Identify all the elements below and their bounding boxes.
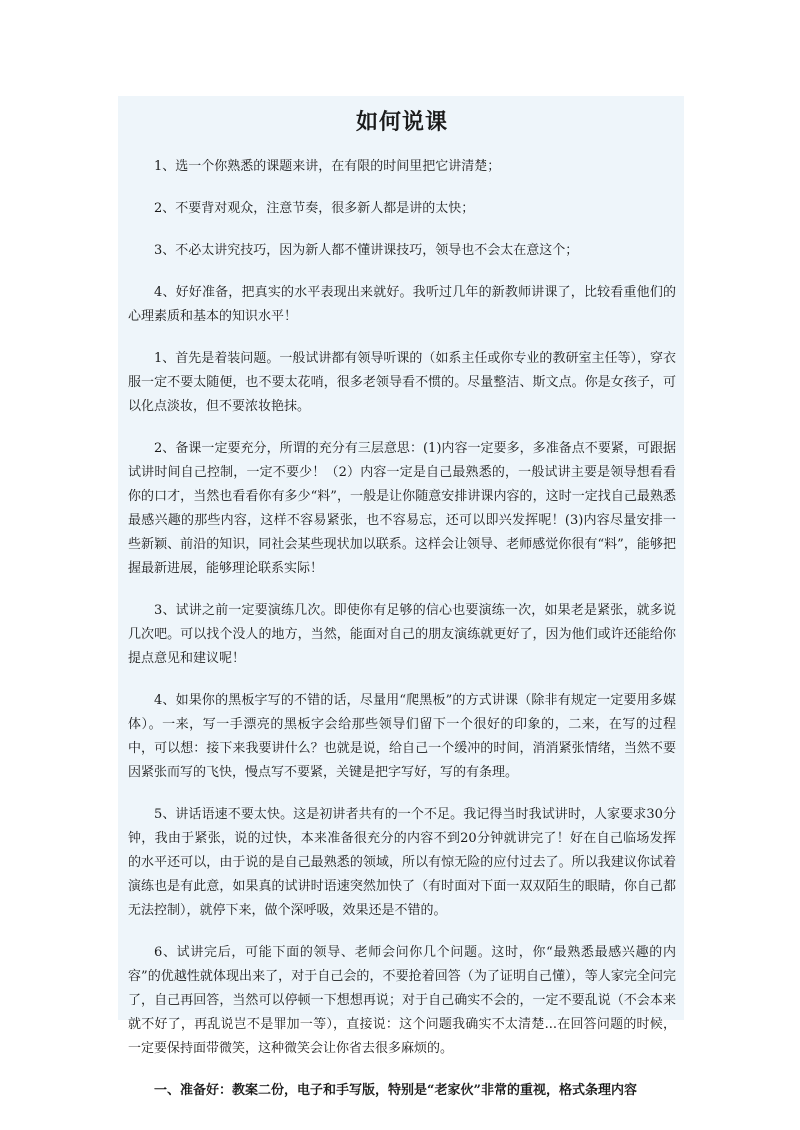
paragraph-section-heading: 一、准备好：教案二份，电子和手写版，特别是“老家伙”非常的重视，格式条理内容 — [154, 1083, 637, 1098]
paragraph-questions: 6、试讲完后，可能下面的领导、老师会问你几个问题。这时，你“最熟悉最感兴趣的内容”的优越性就体现出来了，对于自己会的，不要抢着回答（为了证明自己懂），等人家完全问完了，自己再回答，当然可以停顿一下想想再说；对于自己确实不会的，一定不要乱说（不会本来就不好了，再乱说岂不是罪加一等），直接说：这个问题我确实不太清楚...在回答问题的时候，一定要保持面带微笑，这种微笑会让你省去很多麻烦的。 — [128, 945, 676, 1056]
paragraph-preparation: 2、备课一定要充分，所谓的充分有三层意思：(1)内容一定要多，多准备点不要紧，可跟据试讲时间自己控制，一定不要少！（2）内容一定是自己最熟悉的，一般试讲主要是领导想看看你的口才，当然也看看你有多少“料”，一般是让你随意安排讲课内容的，这时一定找自己最熟悉最感兴趣的那些内容，这样不容易紧张，也不容易忘，还可以即兴发挥呢！(3)内容尽量安排一些新颖、前沿的知识，同社会某些现状加以联系。这样会让领导、老师感觉你很有“料”，能够把握最新进展，能够理论联系实际！ — [128, 441, 676, 576]
paragraph-blackboard: 4、如果你的黑板字写的不错的话，尽量用“爬黑板”的方式讲课（除非有规定一定要用多媒体）。一来，写一手漂亮的黑板字会给那些领导们留下一个很好的印象的，二来，在写的过程中，可以想：接下来我要讲什么？也就是说，给自己一个缓冲的时间，消消紧张情绪，当然不要因紧张而写的飞快，慢点写不要紧，关键是把字写好，写的有条理。 — [128, 693, 676, 780]
paragraph-rehearsal: 3、试讲之前一定要演练几次。即使你有足够的信心也要演练一次，如果老是紧张，就多说几次吧。可以找个没人的地方，当然，能面对自己的朋友演练就更好了，因为他们或许还能给你提点意见和建议呢！ — [128, 603, 676, 666]
paragraph-attire: 1、首先是着装问题。一般试讲都有领导听课的（如系主任或你专业的教研室主任等），穿衣服一定不要太随便，也不要太花哨，很多老领导看不惯的。尽量整洁、斯文点。你是女孩子，可以化点淡妆，但不要浓妆艳抹。 — [128, 351, 676, 414]
paragraph-tip-1: 1、选一个你熟悉的课题来讲，在有限的时间里把它讲清楚； — [154, 159, 501, 174]
document-page — [118, 96, 684, 1098]
paragraph-speech-rate: 5、讲话语速不要太快。这是初讲者共有的一个不足。我记得当时我试讲时，人家要求30分钟，我由于紧张，说的过快，本来准备很充分的内容不到20分钟就讲完了！好在自己临场发挥的水平还可以，由于说的是自己最熟悉的领域，所以有惊无险的应付过去了。所以我建议你试着演练也是有此意，如果真的试讲时语速突然加快了（有时面对下面一双双陌生的眼睛，你自己都无法控制），就停下来，做个深呼吸，效果还是不错的。 — [128, 807, 676, 918]
document-title: 如何说课 — [355, 109, 448, 135]
paragraph-tip-4: 4、好好准备，把真实的水平表现出来就好。我听过几年的新教师讲课了，比较看重他们的心理素质和基本的知识水平！ — [128, 285, 676, 324]
paragraph-tip-3: 3、不必太讲究技巧，因为新人都不懂讲课技巧，领导也不会太在意这个； — [154, 243, 579, 258]
document-body — [118, 96, 684, 1103]
paragraph-tip-2: 2、不要背对观众，注意节奏，很多新人都是讲的太快； — [154, 201, 475, 216]
